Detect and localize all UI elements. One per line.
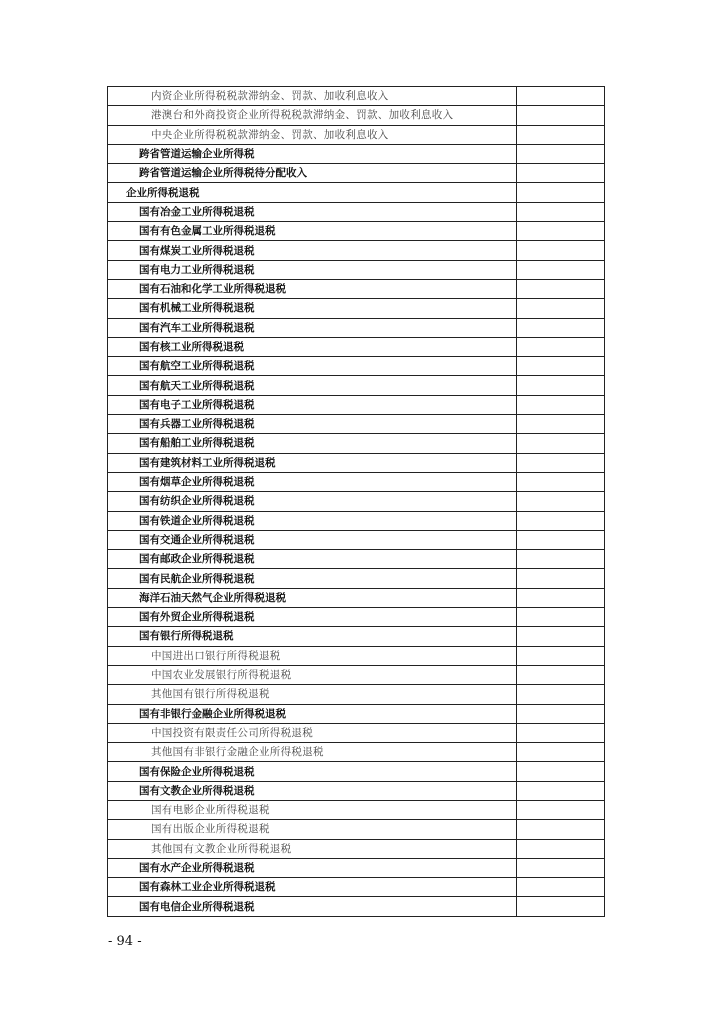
blank-cell [517,299,605,318]
item-name-cell: 国有电子工业所得税退税 [108,395,517,414]
table-body [108,87,605,917]
table-row [108,299,605,318]
blank-cell [517,858,605,877]
table-row [108,144,605,163]
item-name-cell: 其他国有非银行金融企业所得税退税 [108,743,517,762]
table-row [108,723,605,742]
blank-cell [517,376,605,395]
item-name-cell: 国有兵器工业所得税退税 [108,415,517,434]
blank-cell [517,608,605,627]
item-name-cell: 国有银行所得税退税 [108,627,517,646]
table-row [108,376,605,395]
blank-cell [517,646,605,665]
table-row [108,800,605,819]
item-name-cell: 港澳台和外商投资企业所得税税款滞纳金、罚款、加收利息收入 [108,106,517,125]
item-name-cell: 中国进出口银行所得税退税 [108,646,517,665]
item-name-cell: 国有出版企业所得税退税 [108,820,517,839]
blank-cell [517,318,605,337]
table-row [108,241,605,260]
item-name-cell: 国有交通企业所得税退税 [108,530,517,549]
item-name-cell: 其他国有文教企业所得税退税 [108,839,517,858]
table-row [108,897,605,916]
table-row [108,222,605,241]
tax-items-table [107,86,605,917]
table-row [108,665,605,684]
table-row [108,878,605,897]
blank-cell [517,183,605,202]
item-name-cell: 国有文教企业所得税退税 [108,781,517,800]
item-name-cell: 国有核工业所得税退税 [108,337,517,356]
blank-cell [517,550,605,569]
item-name-cell: 国有保险企业所得税退税 [108,762,517,781]
blank-cell [517,415,605,434]
table-row [108,164,605,183]
item-name-cell: 跨省管道运输企业所得税 [108,144,517,163]
table-row [108,106,605,125]
table-row [108,646,605,665]
table-row [108,318,605,337]
table-row [108,762,605,781]
item-name-cell: 国有建筑材料工业所得税退税 [108,453,517,472]
blank-cell [517,511,605,530]
table-row [108,588,605,607]
table-row [108,183,605,202]
item-name-cell: 国有纺织企业所得税退税 [108,492,517,511]
item-name-cell: 国有冶金工业所得税退税 [108,202,517,221]
table-row [108,820,605,839]
table-row [108,415,605,434]
item-name-cell: 国有航空工业所得税退税 [108,357,517,376]
item-name-cell: 国有民航企业所得税退税 [108,569,517,588]
item-name-cell: 国有航天工业所得税退税 [108,376,517,395]
blank-cell [517,743,605,762]
blank-cell [517,685,605,704]
item-name-cell: 内资企业所得税税款滞纳金、罚款、加收利息收入 [108,87,517,106]
item-name-cell: 国有非银行金融企业所得税退税 [108,704,517,723]
table-row [108,781,605,800]
blank-cell [517,878,605,897]
table-row [108,530,605,549]
blank-cell [517,144,605,163]
blank-cell [517,839,605,858]
table-row [108,125,605,144]
blank-cell [517,337,605,356]
item-name-cell: 国有有色金属工业所得税退税 [108,222,517,241]
table-row [108,492,605,511]
table-row [108,434,605,453]
table-row [108,260,605,279]
table-row [108,627,605,646]
item-name-cell: 国有烟草企业所得税退税 [108,472,517,491]
table-row [108,704,605,723]
blank-cell [517,897,605,916]
item-name-cell: 国有石油和化学工业所得税退税 [108,279,517,298]
item-name-cell: 企业所得税退税 [108,183,517,202]
table-row [108,472,605,491]
blank-cell [517,395,605,414]
item-name-cell: 国有水产企业所得税退税 [108,858,517,877]
table-row [108,858,605,877]
table-row [108,569,605,588]
blank-cell [517,492,605,511]
item-name-cell: 国有电影企业所得税退税 [108,800,517,819]
blank-cell [517,434,605,453]
blank-cell [517,164,605,183]
blank-cell [517,723,605,742]
table-row [108,685,605,704]
item-name-cell: 国有邮政企业所得税退税 [108,550,517,569]
blank-cell [517,241,605,260]
blank-cell [517,106,605,125]
blank-cell [517,357,605,376]
item-name-cell: 中央企业所得税税款滞纳金、罚款、加收利息收入 [108,125,517,144]
item-name-cell: 中国农业发展银行所得税退税 [108,665,517,684]
item-name-cell: 国有森林工业企业所得税退税 [108,878,517,897]
blank-cell [517,472,605,491]
blank-cell [517,704,605,723]
item-name-cell: 海洋石油天然气企业所得税退税 [108,588,517,607]
item-name-cell: 国有机械工业所得税退税 [108,299,517,318]
table-row [108,337,605,356]
item-name-cell: 国有船舶工业所得税退税 [108,434,517,453]
table-row [108,357,605,376]
item-name-cell: 国有电信企业所得税退税 [108,897,517,916]
blank-cell [517,665,605,684]
blank-cell [517,202,605,221]
blank-cell [517,125,605,144]
blank-cell [517,800,605,819]
table-row [108,395,605,414]
page-number: - 94 - [108,934,142,949]
blank-cell [517,820,605,839]
blank-cell [517,781,605,800]
item-name-cell: 国有铁道企业所得税退税 [108,511,517,530]
table-row [108,453,605,472]
item-name-cell: 国有外贸企业所得税退税 [108,608,517,627]
item-name-cell: 国有电力工业所得税退税 [108,260,517,279]
table-row [108,608,605,627]
table-row [108,87,605,106]
blank-cell [517,260,605,279]
table-row [108,202,605,221]
blank-cell [517,453,605,472]
table-row [108,550,605,569]
table-row [108,839,605,858]
item-name-cell: 国有煤炭工业所得税退税 [108,241,517,260]
table-row [108,511,605,530]
blank-cell [517,762,605,781]
item-name-cell: 中国投资有限责任公司所得税退税 [108,723,517,742]
blank-cell [517,279,605,298]
item-name-cell: 其他国有银行所得税退税 [108,685,517,704]
table-row [108,279,605,298]
blank-cell [517,588,605,607]
item-name-cell: 跨省管道运输企业所得税待分配收入 [108,164,517,183]
blank-cell [517,530,605,549]
blank-cell [517,569,605,588]
blank-cell [517,87,605,106]
blank-cell [517,627,605,646]
item-name-cell: 国有汽车工业所得税退税 [108,318,517,337]
blank-cell [517,222,605,241]
table-row [108,743,605,762]
